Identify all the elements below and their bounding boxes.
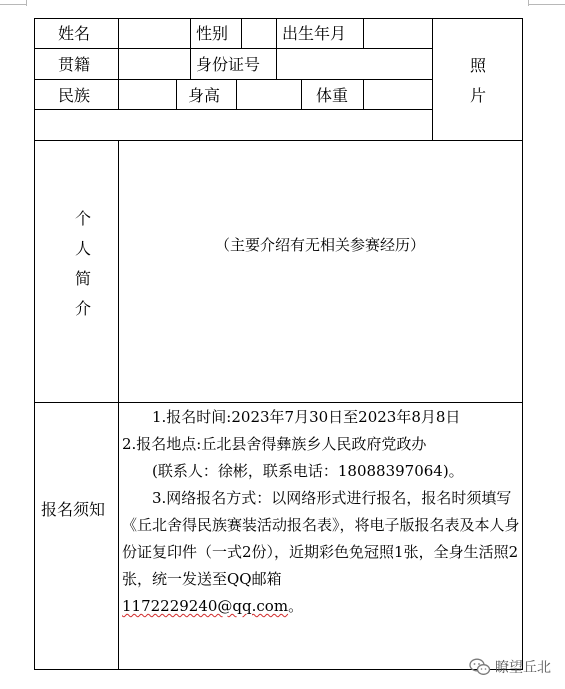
intro-label-char: 介 [74,299,91,318]
height-label: 身高 [188,86,221,105]
birth-date-label: 出生年月 [282,24,347,43]
notes-label: 报名须知 [41,500,106,519]
notes-content [122,404,520,620]
ethnicity-label: 民族 [58,86,91,105]
notes-email-end: 。 [288,597,304,615]
intro-label-char: 简 [74,269,91,288]
intro-label-char: 个 [74,209,91,228]
notes-online-method [122,485,520,620]
gender-label: 性别 [196,24,229,43]
intro-label [73,204,93,324]
notes-location: 2.报名地点:丘北县舍得彝族乡人民政府党政办 [122,435,427,453]
intro-placeholder: （主要介绍有无相关参赛经历） [214,236,425,254]
notes-email: 1172229240@qq.com [122,597,289,615]
page-margin-guide [0,4,26,5]
id-number-label: 身份证号 [196,55,261,74]
notes-online-text: 3.网络报名方式：以网络形式进行报名，报名时须填写《丘北舍得民族赛装活动报名表》，将电子版报名表及本人身份证复印件（一式2份），近期彩色免冠照1张，全身生活照2张，统一发送至QQ邮箱 [122,489,520,588]
page-margin-guide [26,0,27,6]
intro-label-char: 人 [74,239,91,258]
watermark-text: 瞭望丘北 [495,660,551,676]
wechat-icon [469,658,491,676]
photo-label-char: 片 [469,86,486,105]
native-place-label: 贯籍 [58,55,91,74]
weight-label: 体重 [316,86,349,105]
page-margin-guide [528,4,565,5]
page-margin-guide [528,0,529,6]
watermark [469,657,551,677]
photo-label-char: 照 [469,56,486,75]
notes-contact: (联系人：徐彬，联系电话：18088397064)。 [152,462,464,480]
name-label: 姓名 [58,24,91,43]
notes-time: 1.报名时间:2023年7月30日至2023年8月8日 [152,408,461,426]
